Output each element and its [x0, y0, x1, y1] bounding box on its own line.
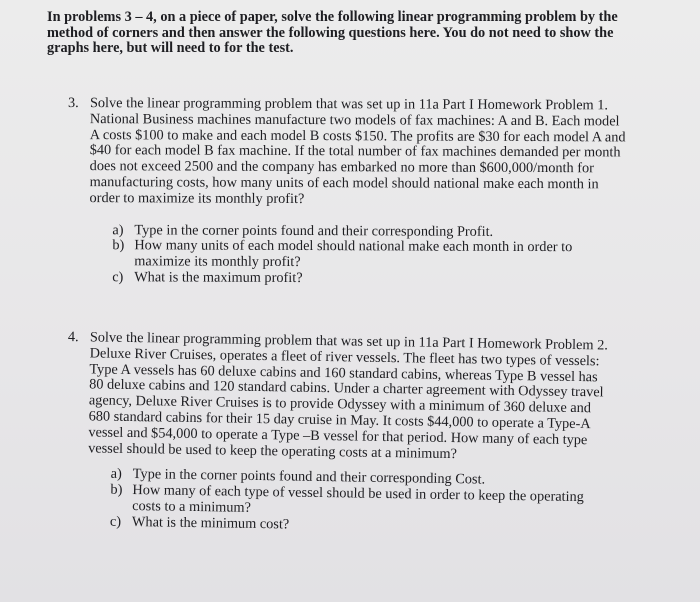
question-letter: b)	[112, 237, 125, 254]
question-letter: c)	[109, 513, 122, 530]
problem-statement: Solve the linear programming problem that was set up in 11a Part I Homework Problem 1. National Business machines manufacture two models of fax machines: A and B. Each model A costs $100 to make and each model B costs $150. The profits are $30 for each model A and $40 for each model B fax machine. If the total number of fax machines demanded per month does not exceed 2500 and the company has embarked no more than $600,000/month for manufacturing costs, how many units of each model should national make each month in order to maximize its monthly profit?	[89, 95, 626, 207]
problem-number: 3.	[67, 95, 79, 112]
question-text: How many units of each model should national make each month in order to maximize its monthly profit?	[134, 237, 573, 271]
problem-number: 4.	[67, 329, 79, 346]
question-list	[110, 467, 611, 538]
problem-4	[65, 330, 613, 538]
question-letter: b)	[110, 481, 123, 499]
question-text: What is the maximum profit?	[134, 269, 303, 286]
question-item	[112, 270, 627, 288]
question-letter: a)	[110, 466, 122, 483]
question-text: Type in the corner points found and their corresponding Profit.	[134, 221, 494, 240]
problem-3	[67, 96, 628, 288]
question-letter: a)	[112, 221, 124, 238]
question-letter: c)	[112, 269, 124, 286]
question-text: Type in the corner points found and their corresponding Cost.	[132, 466, 486, 488]
question-text: What is the minimum cost?	[131, 513, 290, 533]
instructions-text: In problems 3 – 4, on a piece of paper, solve the following linear programming problem by the method of corners and then answer the following questions here. You do not need to show the graphs here, but will need to for the test.	[47, 9, 618, 56]
question-text: How many of each type of vessel should be used in order to keep the operating costs to a minimum?	[132, 482, 584, 516]
question-item	[112, 239, 627, 273]
question-list	[112, 223, 627, 288]
problem-statement: Solve the linear programming problem that was set up in 11a Part I Homework Problem 2. Deluxe River Cruises, operates a fleet of river vessels. The fleet has two types of vessels: Type A vessels has 60 deluxe cabins and 160 standard cabins, whereas Type B vessel has 80 deluxe cabins and 120 standard cabins. Under a charter agreement with Odyssey travel agency, Deluxe River Cruises is to provide Odyssey with a minimum of 360 deluxe and 680 standard cabins for their 15 day cruise in May. It costs $44,000 to operate a Type-A vessel and $54,000 to operate a Type –B vessel for that period. How many of each type vessel should be used to keep the operating costs at a minimum?	[88, 329, 608, 462]
